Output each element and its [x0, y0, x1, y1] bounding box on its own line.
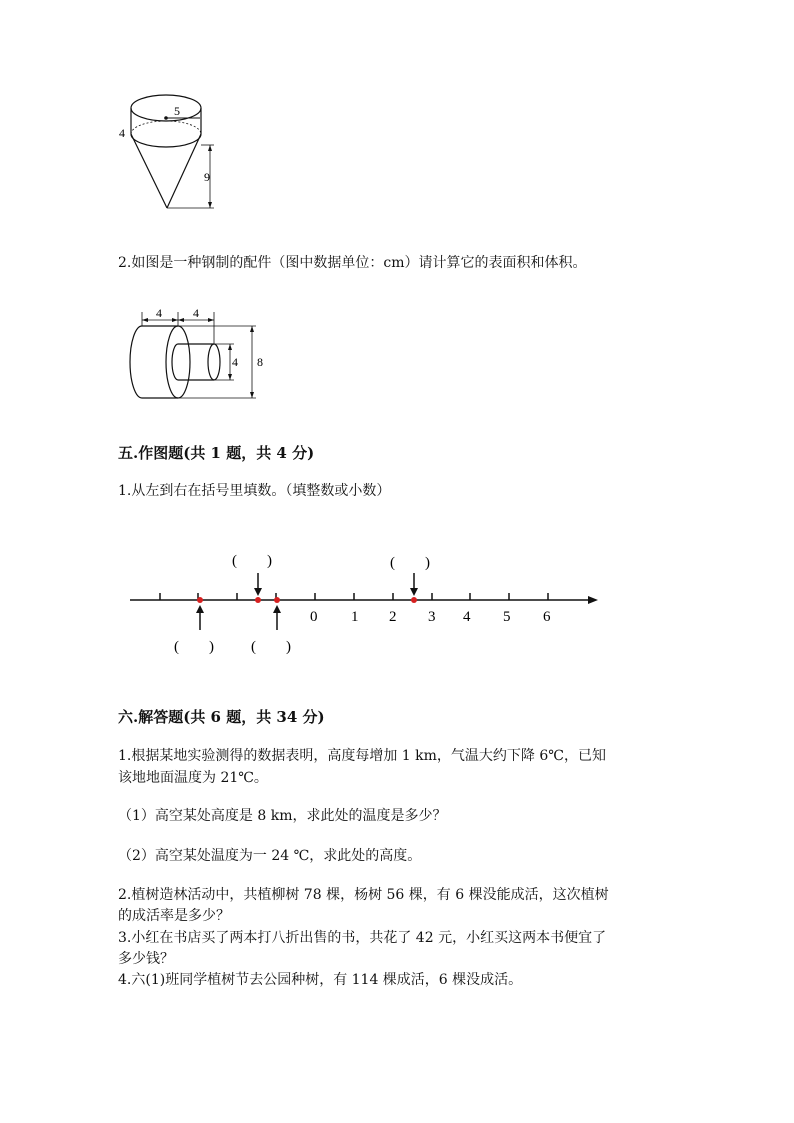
- tick-label: 2: [389, 609, 397, 625]
- s6-q1-sub1: （1）高空某处高度是 8 km，求此处的温度是多少？: [118, 808, 447, 824]
- tick-label: 6: [543, 609, 551, 625]
- answer-bracket-bottom: ( ): [174, 639, 214, 655]
- section5-q1: 1.从左到右在括号里填数。（填整数或小数）: [118, 483, 391, 499]
- dim-label-b: 4: [193, 306, 199, 320]
- cylinder-height-label: 4: [119, 126, 125, 140]
- s6-q2-line1: 2.植树造林活动中，共植柳树 78 棵，杨树 56 棵，有 6 棵没能成活，这次植树: [118, 887, 609, 903]
- s6-q3-line2: 多少钱？: [118, 951, 174, 967]
- s6-q1-sub2: （2）高空某处温度为一 24 ℃，求此处的高度。: [118, 848, 422, 864]
- answer-bracket-top: ( ): [232, 553, 272, 569]
- s6-q2-line2: 的成活率是多少？: [118, 908, 230, 924]
- q2-text: 2.如图是一种钢制的配件（图中数据单位：cm）请计算它的表面积和体积。: [118, 255, 587, 271]
- cylinder-cone-figure: [110, 90, 230, 220]
- dim-label-a: 4: [156, 306, 162, 320]
- tick-label: 4: [463, 609, 471, 625]
- dim-label-inner: 4: [232, 355, 238, 369]
- s6-q3-line1: 3.小红在书店买了两本打八折出售的书，共花了 42 元，小红买这两本书便宜了: [118, 930, 607, 946]
- point-a: [197, 597, 203, 603]
- tick-label: 0: [310, 609, 318, 625]
- point-d: [411, 597, 417, 603]
- answer-bracket-bottom: ( ): [251, 639, 291, 655]
- point-c: [274, 597, 280, 603]
- cone-height-label: 9: [204, 170, 210, 184]
- section6-title: 六.解答题(共 6 题，共 34 分): [118, 708, 325, 726]
- tick-label: 3: [428, 609, 436, 625]
- s6-q1-line1: 1.根据某地实验测得的数据表明，高度每增加 1 km，气温大约下降 6℃，已知: [118, 748, 606, 764]
- number-line-figure: [120, 540, 610, 665]
- radius-label: 5: [174, 104, 180, 118]
- answer-bracket-top: ( ): [390, 555, 430, 571]
- steel-part-figure: [118, 300, 278, 410]
- s6-q1-line2: 该地地面温度为 21℃。: [118, 770, 268, 786]
- section5-title: 五.作图题(共 1 题，共 4 分): [118, 444, 315, 462]
- tick-label: 5: [503, 609, 511, 625]
- tick-label: 1: [351, 609, 359, 625]
- point-b: [255, 597, 261, 603]
- s6-q4: 4.六(1)班同学植树节去公园种树，有 114 棵成活，6 棵没成活。: [118, 972, 523, 988]
- dim-label-outer: 8: [257, 355, 263, 369]
